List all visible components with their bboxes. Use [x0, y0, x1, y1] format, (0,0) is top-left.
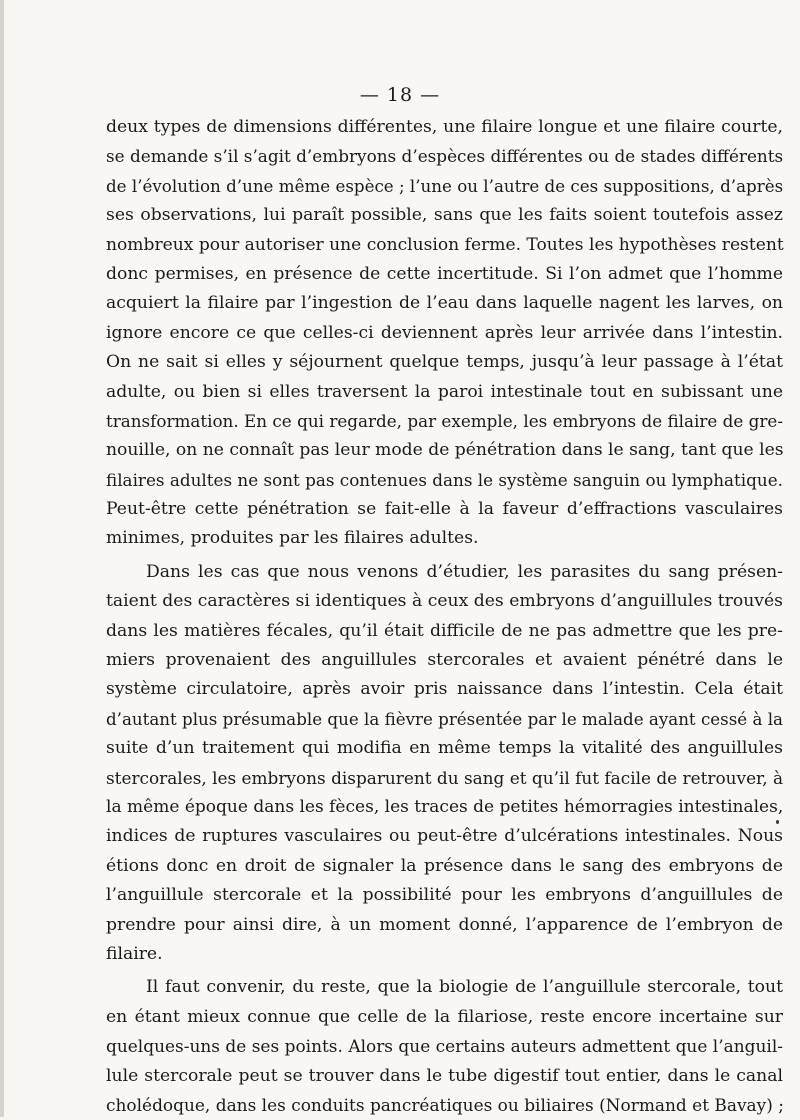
text-line: cholédoque, dans les conduits pancréatiques ou biliaires (Normand et Bavay) ;: [106, 1094, 784, 1115]
text-line: d’autant plus présumable que la fièvre présentée par le malade ayant cessé à la: [106, 709, 783, 729]
paragraph: [106, 973, 783, 1120]
text-line: étions donc en droit de signaler la présence dans le sang des embryons de: [106, 855, 783, 876]
paragraph: [106, 113, 783, 554]
text-line: Dans les cas que nous venons d’étudier, les parasites du sang présen-: [146, 561, 783, 582]
text-line: système circulatoire, après avoir pris naissance dans l’intestin. Cela était: [106, 679, 783, 700]
text-line: Peut-être cette pénétration se fait-elle à la faveur d’effractions vasculaires: [106, 499, 783, 520]
text-line: prendre pour ainsi dire, à un moment donné, l’apparence de l’embryon de: [106, 914, 783, 935]
text-line: nombreux pour autoriser une conclusion ferme. Toutes les hypothèses restent: [106, 234, 784, 255]
text-line: de l’évolution d’une même espèce ; l’une ou l’autre de ces suppositions, d’après: [106, 175, 784, 196]
text-line: la même époque dans les fèces, les traces de petites hémorragies intestinales,: [106, 796, 784, 817]
text-line: en étant mieux connue que celle de la filariose, reste encore incertaine sur: [106, 1006, 783, 1027]
paragraph: [106, 558, 783, 969]
text-line: l’anguillule stercorale et la possibilité pour les embryons d’anguillules de: [106, 885, 783, 906]
text-line: se demande s’il s’agit d’embryons d’espèces différentes ou de stades différents: [106, 146, 784, 167]
text-line: nouille, on ne connaît pas leur mode de pénétration dans le sang, tant que les: [106, 440, 784, 461]
text-line: lule stercorale peut se trouver dans le tube digestif tout entier, dans le canal: [106, 1065, 783, 1086]
text-line: suite d’un traitement qui modifia en même temps la vitalité des anguillules: [106, 738, 783, 759]
text-line: acquiert la filaire par l’ingestion de l’eau dans laquelle nagent les larves, on: [106, 293, 783, 314]
text-line: On ne sait si elles y séjournent quelque temps, jusqu’à leur passage à l’état: [106, 352, 783, 373]
text-line: donc permises, en présence de cette incertitude. Si l’on admet que l’homme: [106, 263, 783, 284]
text-line: filaires adultes ne sont pas contenues dans le système sanguin ou lymphatique.: [106, 469, 783, 490]
text-line: quelques-uns de ses points. Alors que certains auteurs admettent que l’anguil-: [106, 1036, 783, 1057]
text-line: dans les matières fécales, qu’il était difficile de ne pas admettre que les pre-: [106, 620, 783, 641]
body-text: [106, 113, 783, 1120]
page-number: — 18 —: [359, 84, 441, 106]
text-line: filaire.: [106, 943, 163, 964]
text-line: Il faut convenir, du reste, que la biologie de l’anguillule stercorale, tout: [146, 977, 783, 998]
page-left-edge: [0, 0, 4, 1117]
text-line: stercorales, les embryons disparurent du sang et qu’il fut facile de retrouver, à: [106, 767, 784, 788]
text-line: ses observations, lui paraît possible, sans que les faits soient toutefois assez: [106, 205, 783, 226]
text-line: adulte, ou bien si elles traversent la paroi intestinale tout en subissant une: [106, 381, 783, 402]
text-line: miers provenaient des anguillules stercorales et avaient pénétré dans le: [106, 650, 783, 671]
text-line: minimes, produites par les filaires adultes.: [106, 528, 479, 549]
text-line: transformation. En ce qui regarde, par exemple, les embryons de filaire de gre-: [106, 410, 783, 431]
text-line: deux types de dimensions différentes, une filaire longue et une filaire courte,: [106, 117, 783, 137]
text-line: taient des caractères si identiques à ceux des embryons d’anguillules trouvés: [106, 591, 783, 612]
text-line: ignore encore ce que celles-ci deviennent après leur arrivée dans l’intestin.: [106, 322, 783, 343]
scan-speck: [776, 820, 779, 824]
text-line: indices de ruptures vasculaires ou peut-être d’ulcérations intestinales. Nous: [106, 826, 783, 847]
